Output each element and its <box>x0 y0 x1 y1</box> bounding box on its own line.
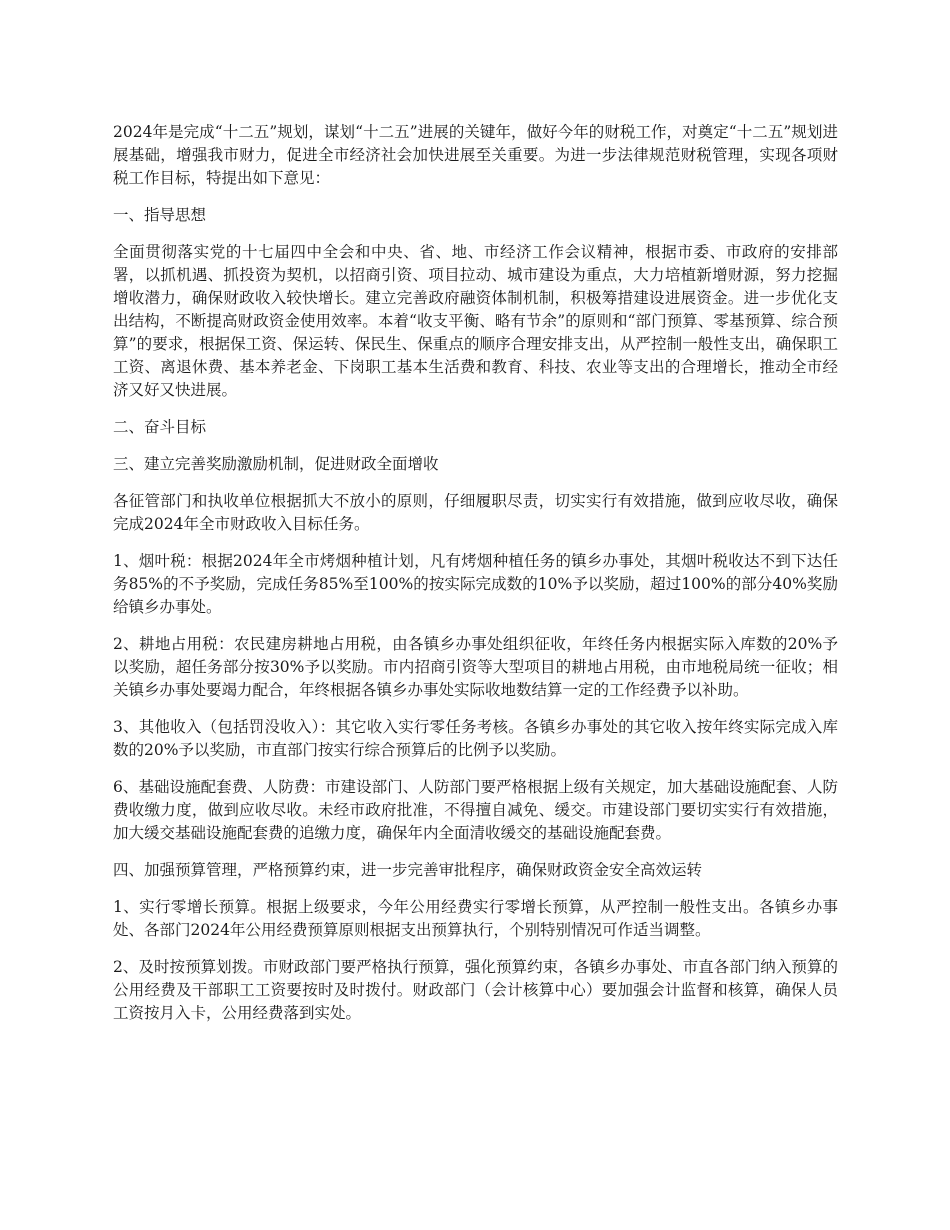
section-heading-incentives: 三、建立完善奖励激励机制，促进财政全面增收 <box>113 455 439 473</box>
farmland-tax-paragraph: 2、耕地占用税：农民建房耕地占用税，由各镇乡办事处组织征收，年终任务内根据实际入库数的20%予以奖励，超任务部分按30%予以奖励。市内招商引资等大型项目的耕地占用税，由市地税局统一征收；相关镇乡办事处要竭力配合，年终根据各镇乡办事处实际收地数结算一定的工作经费予以补助。 <box>113 635 838 699</box>
section-heading-budget-management: 四、加强预算管理，严格预算约束，进一步完善审批程序，确保财政资金安全高效运转 <box>113 861 703 879</box>
infrastructure-fee-paragraph: 6、基础设施配套费、人防费：市建设部门、人防部门要严格根据上级有关规定，加大基础设施配套、人防费收缴力度，做到应收尽收。未经市政府批准，不得擅自减免、缓交。市建设部门要切实实行有效措施，加大缓交基础设施配套费的追缴力度，确保年内全面清收缓交的基础设施配套费。 <box>113 778 838 842</box>
other-income-paragraph: 3、其他收入（包括罚没收入）：其它收入实行零任务考核。各镇乡办事处的其它收入按年终实际完成入库数的20%予以奖励，市直部门按实行综合预算后的比例予以奖励。 <box>113 718 838 759</box>
document-body <box>113 121 838 1039</box>
budget-allocation-paragraph: 2、及时按预算划拨。市财政部门要严格执行预算，强化预算约束，各镇乡办事处、市直各部门纳入预算的公用经费及干部职工工资要按时及时拨付。财政部门（会计核算中心）要加强会计监督和核算，确保人员工资按月入卡，公用经费落到实处。 <box>113 958 838 1022</box>
incentives-paragraph: 各征管部门和执收单位根据抓大不放小的原则，仔细履职尽责，切实实行有效措施，做到应收尽收，确保完成2024年全市财政收入目标任务。 <box>113 492 838 533</box>
tobacco-tax-paragraph: 1、烟叶税：根据2024年全市烤烟种植计划，凡有烤烟种植任务的镇乡办事处，其烟叶税收达不到下达任务85%的不予奖励，完成任务85%至100%的按实际完成数的10%予以奖励，超过100%的部分40%奖励给镇乡办事处。 <box>113 552 838 616</box>
section-heading-guiding-ideology: 一、指导思想 <box>113 206 207 224</box>
guiding-ideology-paragraph: 全面贯彻落实党的十七届四中全会和中央、省、地、市经济工作会议精神，根据市委、市政府的安排部署，以抓机遇、抓投资为契机，以招商引资、项目拉动、城市建设为重点，大力培植新增财源，努力挖掘增收潜力，确保财政收入较快增长。建立完善政府融资体制机制，积极筹措建设进展资金。进一步优化支出结构，不断提高财政资金使用效率。本着“收支平衡、略有节余”的原则和“部门预算、零基预算、综合预算”的要求，根据保工资、保运转、保民生、保重点的顺序合理安排支出，从严控制一般性支出，确保职工工资、离退休费、基本养老金、下岗职工基本生活费和教育、科技、农业等支出的合理增长，推动全市经济又好又快进展。 <box>113 243 838 399</box>
section-heading-goals: 二、奋斗目标 <box>113 418 207 436</box>
intro-paragraph: 2024年是完成“十二五”规划，谋划“十二五”进展的关键年，做好今年的财税工作，对奠定“十二五”规划进展基础，增强我市财力，促进全市经济社会加快进展至关重要。为进一步法律规范财税管理，实现各项财税工作目标，特提出如下意见： <box>113 123 838 187</box>
zero-growth-budget-paragraph: 1、实行零增长预算。根据上级要求，今年公用经费实行零增长预算，从严控制一般性支出。各镇乡办事处、各部门2024年公用经费预算原则根据支出预算执行，个别特别情况可作适当调整。 <box>113 898 838 939</box>
